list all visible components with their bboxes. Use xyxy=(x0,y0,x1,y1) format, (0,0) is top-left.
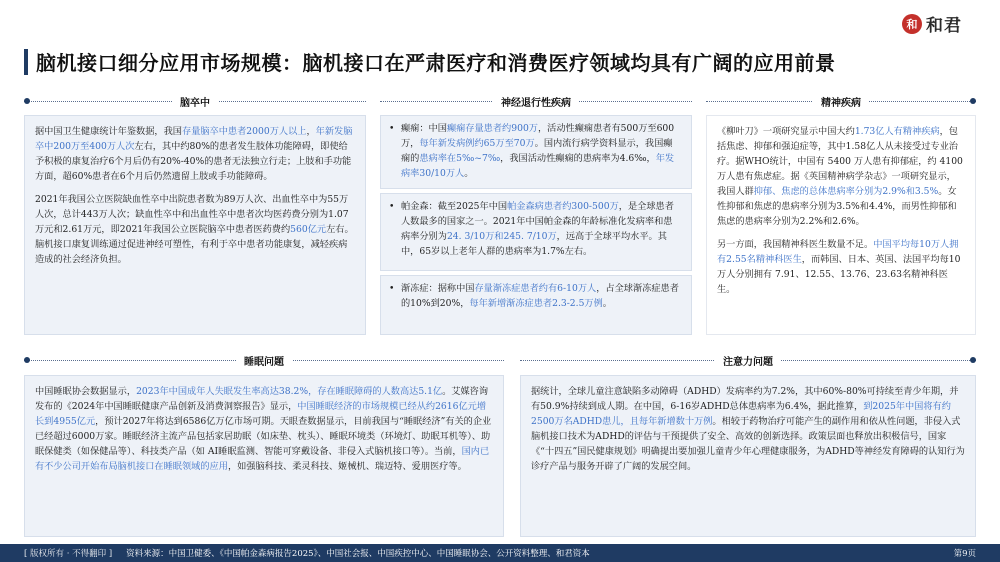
brand-logo xyxy=(902,11,962,36)
highlighted-text: 560亿元 xyxy=(290,224,327,235)
highlighted-text: 存量渐冻症患者约有6-10万人 xyxy=(474,283,597,294)
stroke-para-1 xyxy=(35,124,355,184)
text-segment: 癫痫：中国 xyxy=(401,123,447,134)
text-segment: 中国睡眠协会数据显示， xyxy=(35,386,137,397)
highlighted-text: 每年新增渐冻症患者2.3-2.5万例 xyxy=(469,298,603,309)
highlighted-text: 每年新发病例约65万至70万 xyxy=(419,138,535,149)
parkinson-box xyxy=(380,193,692,271)
section-header-stroke xyxy=(24,93,366,109)
highlighted-text: 年发病率30/10万人 xyxy=(401,153,675,179)
highlighted-text: 到2025年中国将有约2500万名ADHD患儿，且每年新增数十万例 xyxy=(531,401,951,427)
text-segment: 据统计，全球儿童注意缺陷多动障碍（ADHD）发病率约为7.2%，其中60%-80%可持续至青少年期，并有50.9%持续到成人期。在中国，6-16岁ADHD总体患病率为6.4%，据此推算， xyxy=(531,386,959,412)
text-segment: 。艾媒咨询发布的《2024年中国睡眠健康产品创新及消费洞察报告》显示， xyxy=(35,386,489,412)
epilepsy-text xyxy=(401,121,681,181)
stroke-para-2 xyxy=(35,192,355,267)
title-accent-bar xyxy=(24,49,28,75)
section-header-mental xyxy=(706,93,976,109)
section-title-sleep: 睡眠问题 xyxy=(236,353,292,368)
mental-para-1 xyxy=(717,124,965,229)
text-segment: 。 xyxy=(602,298,612,309)
section-title-stroke: 脑卒中 xyxy=(172,94,218,109)
text-segment: 。 xyxy=(464,168,474,179)
text-segment: ，远高于全球平均水平。其中，65岁以上老年人群的患病率为1.7%左右。 xyxy=(401,231,667,257)
highlighted-text: 存量脑卒中患者2000万人以上 xyxy=(182,126,307,137)
highlighted-text: 帕金森病患者约300-500万 xyxy=(507,201,619,212)
section-header-neuro xyxy=(380,93,692,109)
text-segment: 渐冻症：据称中国 xyxy=(401,283,475,294)
bullet-icon: • xyxy=(389,123,395,134)
brand-name: 和君 xyxy=(926,16,962,36)
highlighted-text: 中国睡眠经济的市场规模已经从约2616亿元增长到4955亿元 xyxy=(35,401,487,427)
text-segment: ，我国活动性癫痫的患病率为4.6‰， xyxy=(500,153,656,164)
source-note: 资料来源：中国卫健委、《中国帕金森病报告2025》、中国社会报、中国疾控中心、中国睡眠协会、公开资料整理、和君资本 xyxy=(126,549,590,559)
header-dot-icon xyxy=(24,98,30,104)
epilepsy-box xyxy=(380,115,692,189)
bullet-icon: • xyxy=(389,283,395,294)
text-segment: 。相较于药物治疗可能产生的副作用和依从性问题，非侵入式脑机接口技术为ADHD的评估与干预提供了安全、高效的创新选择。政策层面也释放出积极信号，国家《“十四五”国民健康规划》明确提出要加强儿童青少年心理健康服务，为ADHD等神经发育障碍的认知行为诊疗产品与服务开辟了广阔的发展空间。 xyxy=(531,416,965,472)
sleep-para-1 xyxy=(35,384,493,474)
text-segment: ， xyxy=(306,126,316,137)
highlighted-text: 24. 3/10万和245. 7/10万 xyxy=(446,231,557,242)
mental-content-box xyxy=(706,115,976,335)
title-row xyxy=(24,47,976,76)
als-text xyxy=(401,281,681,311)
text-segment: 帕金森：截至2025年中国 xyxy=(401,201,508,212)
highlighted-text: 中国平均每10万人拥有2.55名精神科医生 xyxy=(717,239,959,265)
text-segment: 2021年我国公立医院缺血性卒中出院患者数为89万人次、出血性卒中为55万人次，总计443万人次；缺血性卒中和出血性卒中患者次均医药费分别为1.07万元和2.61万元，即2021年我国公立医院脑卒中患者医药费约 xyxy=(35,194,349,235)
footer-bar xyxy=(0,544,1000,562)
logo-mark-icon: 和 xyxy=(902,14,922,34)
text-segment: ，是全球患者人数最多的国家之一。2021年中国帕金森的年龄标准化发病率和患病率分别为 xyxy=(401,201,674,242)
text-segment: ，活动性癫痫患者有500万至600万， xyxy=(401,123,675,149)
attention-content-box xyxy=(520,375,976,537)
highlighted-text: 国内已有不少公司开始布局脑机接口在睡眠领域的应用 xyxy=(35,446,490,472)
text-segment: ，包括焦虑、抑郁和强迫症等，其中1.58亿人从未接受过专业治疗。据WHO统计，中国有 5400 万人患有抑郁症，约 4100 万人患有焦虑症。据《英国精神病学杂志》一项研究显示，我国人群 xyxy=(717,126,963,197)
section-header-attention xyxy=(520,352,976,368)
section-header-sleep xyxy=(24,352,504,368)
header-dot-icon xyxy=(24,357,30,363)
page-title: 脑机接口细分应用市场规模：脑机接口在严肃医疗和消费医疗领域均具有广阔的应用前景 xyxy=(36,51,836,75)
highlighted-text: 1.73亿人有精神疾病 xyxy=(854,126,940,137)
section-title-mental: 精神疾病 xyxy=(813,94,869,109)
highlighted-text: 癫痫存量患者约900万 xyxy=(446,123,538,134)
text-segment: 左右，其中约80%的患者发生肢体功能障碍，即使给予积极的康复治疗6个月后仍有20%-40%的患者无法独立行走；上肢和手功能方面，超60%患者在6个月后仍然遗留上肢或手功能障碍。 xyxy=(35,141,352,182)
header-dot-icon xyxy=(970,357,976,363)
sleep-content-box xyxy=(24,375,504,537)
section-title-attention: 注意力问题 xyxy=(715,353,781,368)
mental-para-2 xyxy=(717,237,965,297)
text-segment: 。女性抑郁和焦虑的患病率分别为3.5%和4.4%，而男性抑郁和焦虑的患病率分别为2.2%和2.6%。 xyxy=(717,186,957,227)
text-segment: ，占全球渐冻症患者的10%到20%， xyxy=(401,283,679,309)
parkinson-text xyxy=(401,199,681,259)
text-segment: 另一方面，我国精神科医生数量不足。 xyxy=(717,239,874,250)
attention-para-1 xyxy=(531,384,965,474)
text-segment: 左右。脑机接口康复训练通过促进神经可塑性，有利于卒中患者功能康复，减轻疾病造成的社会经济负担。 xyxy=(35,224,354,265)
bullet-icon: • xyxy=(389,201,395,212)
highlighted-text: 2023年中国成年人失眠发生率高达38.2%，存在睡眠障碍的人数高达5.1亿 xyxy=(136,386,443,397)
text-segment: 。国内流行病学资料显示，我国癫痫的 xyxy=(401,138,673,164)
header-dot-icon xyxy=(970,98,976,104)
stroke-content-box xyxy=(24,115,366,335)
text-segment: ，而韩国、日本、英国、法国平均每10万人分别拥有 7.91、12.55、13.76、23.63名精神科医生。 xyxy=(717,254,961,295)
text-segment: ，如强脑科技、柔灵科技、姬械机、瑞迈特、爱朋医疗等。 xyxy=(227,461,467,472)
section-title-neuro: 神经退行性疾病 xyxy=(493,94,579,109)
text-segment: ，预计2027年将达到6586亿万亿市场可期。天眼查数据显示，目前我国与“睡眠经济”有关的企业已经超过6000万家。睡眠经济主流产品包括家居助眠（如床垫、枕头）、睡眠环境类（环境灯、助眠耳机等）、助眠保健类（如保健品等）、科技类产品（如 AI睡眠监测、智能可穿戴设备、非侵入式脑机接口等）。当前， xyxy=(35,416,492,457)
copyright-notice: [ 版权所有 · 不得翻印 ] xyxy=(24,549,113,559)
page-number: 第9页 xyxy=(953,549,976,559)
highlighted-text: 年新发脑卒中200万至400万人次 xyxy=(35,126,353,152)
text-segment: 据中国卫生健康统计年鉴数据，我国 xyxy=(35,126,182,137)
text-segment: 《柳叶刀》一项研究显示中国大约 xyxy=(717,126,855,137)
highlighted-text: 抑郁、焦虑的总体患病率分别为2.9%和3.5% xyxy=(753,186,939,197)
highlighted-text: 患病率在5‰~7‰ xyxy=(419,153,501,164)
als-box xyxy=(380,275,692,335)
